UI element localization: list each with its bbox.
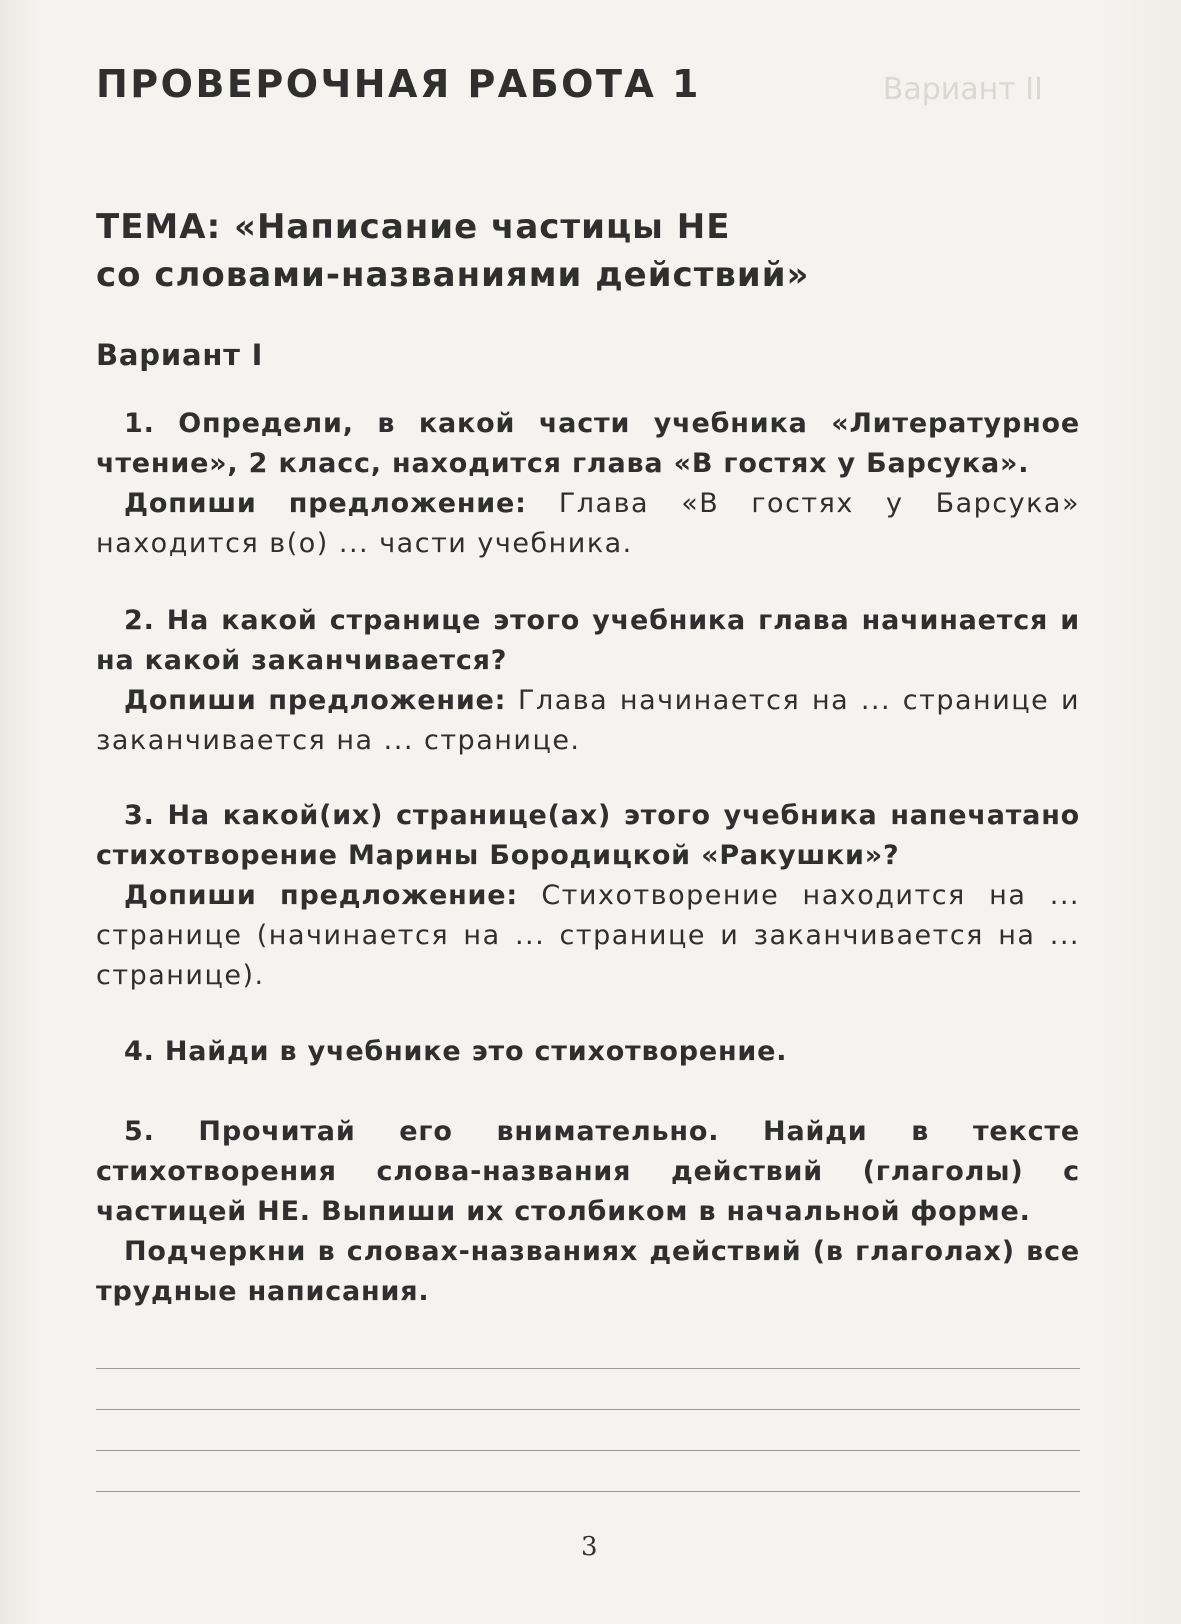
variant-label: Вариант I	[96, 338, 264, 372]
task-5	[96, 1112, 1080, 1312]
writing-line[interactable]	[96, 1450, 1080, 1451]
task-question: 1. Определи, в какой части учебника «Литературное чтение», 2 класс, находится глава «В гостях у Барсука».	[96, 408, 1080, 479]
task-instruction: Допиши предложение:	[124, 880, 518, 911]
task-instruction: Допиши предложение:	[124, 488, 527, 519]
task-fill-sentence: Глава начинается на ... странице и заканчивается на ... странице.	[96, 685, 1081, 756]
task-instruction-paragraph	[96, 876, 1080, 996]
task-2	[96, 601, 1080, 761]
writing-line[interactable]	[96, 1368, 1080, 1369]
task-instruction-paragraph	[96, 681, 1080, 761]
writing-line[interactable]	[96, 1491, 1080, 1492]
theme-line-1: ТЕМА: «Написание частицы НЕ	[96, 207, 731, 247]
task-1	[96, 404, 1080, 564]
writing-lines	[96, 1368, 1080, 1532]
task-instruction: Допиши предложение:	[124, 685, 507, 716]
task-fill-sentence: Глава «В гостях у Барсука» находится в(о) ... части учебника.	[96, 488, 1080, 559]
bleed-through-text: Вариант II	[882, 72, 1043, 107]
task-4	[96, 1032, 1080, 1072]
task-3	[96, 796, 1080, 996]
task-instruction-extra: Подчеркни в словах-названиях действий (в глаголах) все трудные написания.	[96, 1236, 1080, 1307]
task-question: 2. На какой странице этого учебника глава начинается и на какой заканчивается?	[96, 605, 1080, 676]
task-instruction-paragraph	[96, 484, 1080, 564]
task-question: 3. На какой(их) странице(ах) этого учебника напечатано стихотворение Марины Бородицкой «Ракушки»?	[96, 800, 1080, 871]
page-title: ПРОВЕРОЧНАЯ РАБОТА 1	[96, 62, 701, 106]
task-question: 4. Найди в учебнике это стихотворение.	[124, 1036, 788, 1067]
theme-heading	[96, 203, 1076, 299]
task-fill-sentence: Стихотворение находится на ... странице (начинается на ... странице и заканчивается на ... странице).	[96, 880, 1080, 991]
task-question: 5. Прочитай его внимательно. Найди в тексте стихотворения слова-названия действий (глаголы) с частицей НЕ. Выпиши их столбиком в начальной форме.	[96, 1116, 1080, 1227]
page-number: 3	[581, 1532, 598, 1562]
theme-line-2: со словами-названиями действий»	[96, 255, 810, 295]
writing-line[interactable]	[96, 1409, 1080, 1410]
